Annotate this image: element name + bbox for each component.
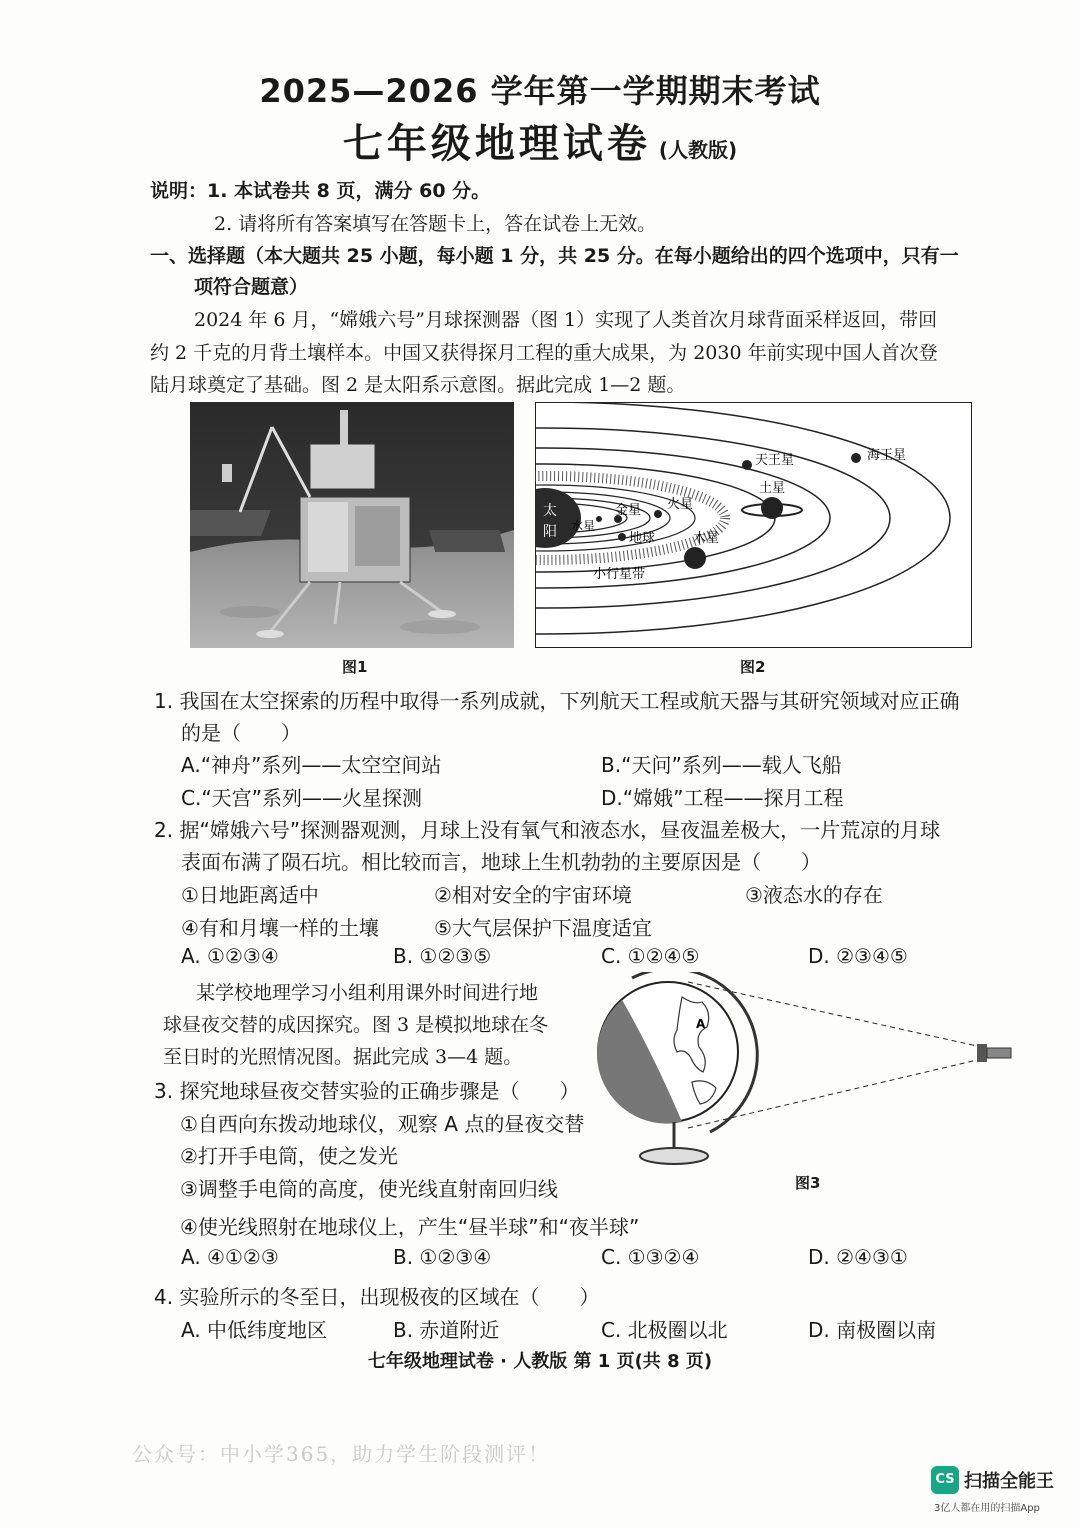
q2-option-c: C. ①②④⑤ bbox=[601, 944, 700, 968]
figure3-globe bbox=[592, 972, 1016, 1172]
neptune-label: 海王星 bbox=[867, 448, 907, 463]
q4-option-b: B. 赤道附近 bbox=[393, 1318, 500, 1342]
q1-stem-line-2: 的是（ ） bbox=[181, 721, 301, 745]
sun-label-1: 太 bbox=[543, 503, 557, 519]
q3-option-a: A. ④①②③ bbox=[181, 1245, 279, 1269]
q2-stem-line-1: 2. 据“嫦娥六号”探测器观测，月球上没有氧气和液态水，昼夜温差极大，一片荒凉的月球 bbox=[154, 818, 941, 842]
earth-dot bbox=[618, 533, 626, 541]
saturn-label: 土星 bbox=[759, 481, 786, 496]
globe-stand bbox=[640, 1148, 708, 1164]
figure2-caption: 图2 bbox=[740, 658, 766, 676]
section-heading: 一、选择题（本大题共 25 小题，每小题 1 分，共 25 分。在每小题给出的四个选项中，只有一 bbox=[150, 245, 959, 267]
q3-step-3: ③调整手电筒的高度，使光线直射南回归线 bbox=[180, 1177, 558, 1201]
q1-stem-line-1: 1. 我国在太空探索的历程中取得一系列成就，下列航天工程或航天器与其研究领域对应正确 bbox=[154, 689, 960, 713]
q2-option-d: D. ②③④⑤ bbox=[808, 944, 908, 968]
exam-title: 2025—2026 学年第一学期期末考试 bbox=[259, 72, 821, 110]
edition-label: (人教版) bbox=[658, 138, 738, 162]
instruction-line-1: 说明：1. 本试卷共 8 页，满分 60 分。 bbox=[150, 180, 491, 202]
q2-item-2: ②相对安全的宇宙环境 bbox=[434, 883, 632, 907]
uranus-label: 天王星 bbox=[755, 453, 795, 468]
uranus-dot bbox=[742, 460, 752, 470]
passage1-line-3: 陆月球奠定了基础。图 2 是太阳系示意图。据此完成 1—2 题。 bbox=[150, 374, 686, 396]
passage1-line-1: 2024 年 6 月，“嫦娥六号”月球探测器（图 1）实现了人类首次月球背面采样返回，带回 bbox=[194, 309, 938, 331]
mercury-label: 水星 bbox=[571, 519, 596, 533]
q4-stem: 4. 实验所示的冬至日，出现极夜的区域在（ ） bbox=[154, 1285, 600, 1309]
jupiter-label: 木星 bbox=[693, 531, 720, 546]
q3-step-1: ①自西向东拨动地球仪，观察 A 点的昼夜交替 bbox=[180, 1112, 585, 1136]
scanner-logo-icon: CS bbox=[931, 1466, 959, 1494]
passage1-line-2: 约 2 千克的月背土壤样本。中国又获得探月工程的重大成果，为 2030 年前实现中国人首次登 bbox=[150, 342, 938, 364]
mars-dot bbox=[654, 510, 662, 518]
scanner-tagline: 3亿人都在用的扫描App bbox=[934, 1503, 1040, 1514]
mercury-dot bbox=[596, 516, 602, 522]
q1-option-c: C.“天宫”系列——火星探测 bbox=[181, 786, 423, 810]
figure1-lander-photo bbox=[190, 402, 514, 648]
asteroid-belt-label: 小行星带 bbox=[593, 567, 646, 582]
venus-label: 金星 bbox=[615, 503, 642, 518]
passage2-line-1: 某学校地理学习小组利用课外时间进行地 bbox=[196, 982, 539, 1004]
subject-title bbox=[0, 112, 1080, 169]
sun-label-2: 阳 bbox=[543, 524, 557, 540]
scanner-app-name: 扫描全能王 bbox=[964, 1471, 1054, 1492]
jupiter-dot bbox=[684, 547, 706, 569]
q3-option-d: D. ②④③① bbox=[808, 1245, 908, 1269]
mars-label: 火星 bbox=[667, 497, 694, 512]
figure3-caption: 图3 bbox=[795, 1174, 821, 1192]
passage2-line-2: 球昼夜交替的成因探究。图 3 是模拟地球在冬 bbox=[163, 1014, 549, 1036]
neptune-dot bbox=[851, 453, 861, 463]
figure2-solar-system bbox=[535, 402, 972, 648]
figure1-caption: 图1 bbox=[342, 658, 368, 676]
page-footer: 七年级地理试卷 · 人教版 第 1 页(共 8 页) bbox=[367, 1351, 713, 1372]
passage2-line-3: 至日时的光照情况图。据此完成 3—4 题。 bbox=[163, 1046, 523, 1068]
flashlight-head bbox=[977, 1044, 987, 1062]
q1-option-a: A.“神舟”系列——太空空间站 bbox=[181, 753, 442, 777]
q3-option-b: B. ①②③④ bbox=[393, 1245, 492, 1269]
subject-name: 七年级地理试卷 bbox=[342, 121, 651, 167]
q2-item-3: ③液态水的存在 bbox=[745, 883, 883, 907]
q4-option-c: C. 北极圈以北 bbox=[601, 1318, 728, 1342]
q2-stem-line-2: 表面布满了陨石坑。相比较而言，地球上生机勃勃的主要原因是（ ） bbox=[181, 850, 821, 874]
section-heading-cont: 项符合题意） bbox=[194, 276, 309, 298]
q4-option-d: D. 南极圈以南 bbox=[808, 1318, 937, 1342]
flashlight-body bbox=[987, 1048, 1011, 1058]
point-a-label: A bbox=[696, 1017, 706, 1031]
q1-option-b: B.“天问”系列——载人飞船 bbox=[601, 753, 842, 777]
saturn-dot bbox=[761, 497, 783, 519]
q3-step-4: ④使光线照射在地球仪上，产生“昼半球”和“夜半球” bbox=[180, 1215, 640, 1239]
watermark-text: 公众号：中小学365，助力学生阶段测评！ bbox=[132, 1442, 551, 1466]
q3-stem: 3. 探究地球昼夜交替实验的正确步骤是（ ） bbox=[154, 1079, 580, 1103]
q4-option-a: A. 中低纬度地区 bbox=[181, 1318, 328, 1342]
q2-option-b: B. ①②③⑤ bbox=[393, 944, 492, 968]
q2-item-5: ⑤大气层保护下温度适宜 bbox=[434, 916, 652, 940]
earth-label: 地球 bbox=[629, 531, 656, 546]
q1-option-d: D.“嫦娥”工程——探月工程 bbox=[601, 786, 844, 810]
q3-option-c: C. ①③②④ bbox=[601, 1245, 700, 1269]
q2-item-4: ④有和月壤一样的土壤 bbox=[181, 916, 379, 940]
instruction-line-2: 2. 请将所有答案填写在答题卡上，答在试卷上无效。 bbox=[214, 213, 657, 235]
q3-step-2: ②打开手电筒，使之发光 bbox=[180, 1144, 398, 1168]
q2-option-a: A. ①②③④ bbox=[181, 944, 279, 968]
q2-item-1: ①日地距离适中 bbox=[181, 883, 319, 907]
